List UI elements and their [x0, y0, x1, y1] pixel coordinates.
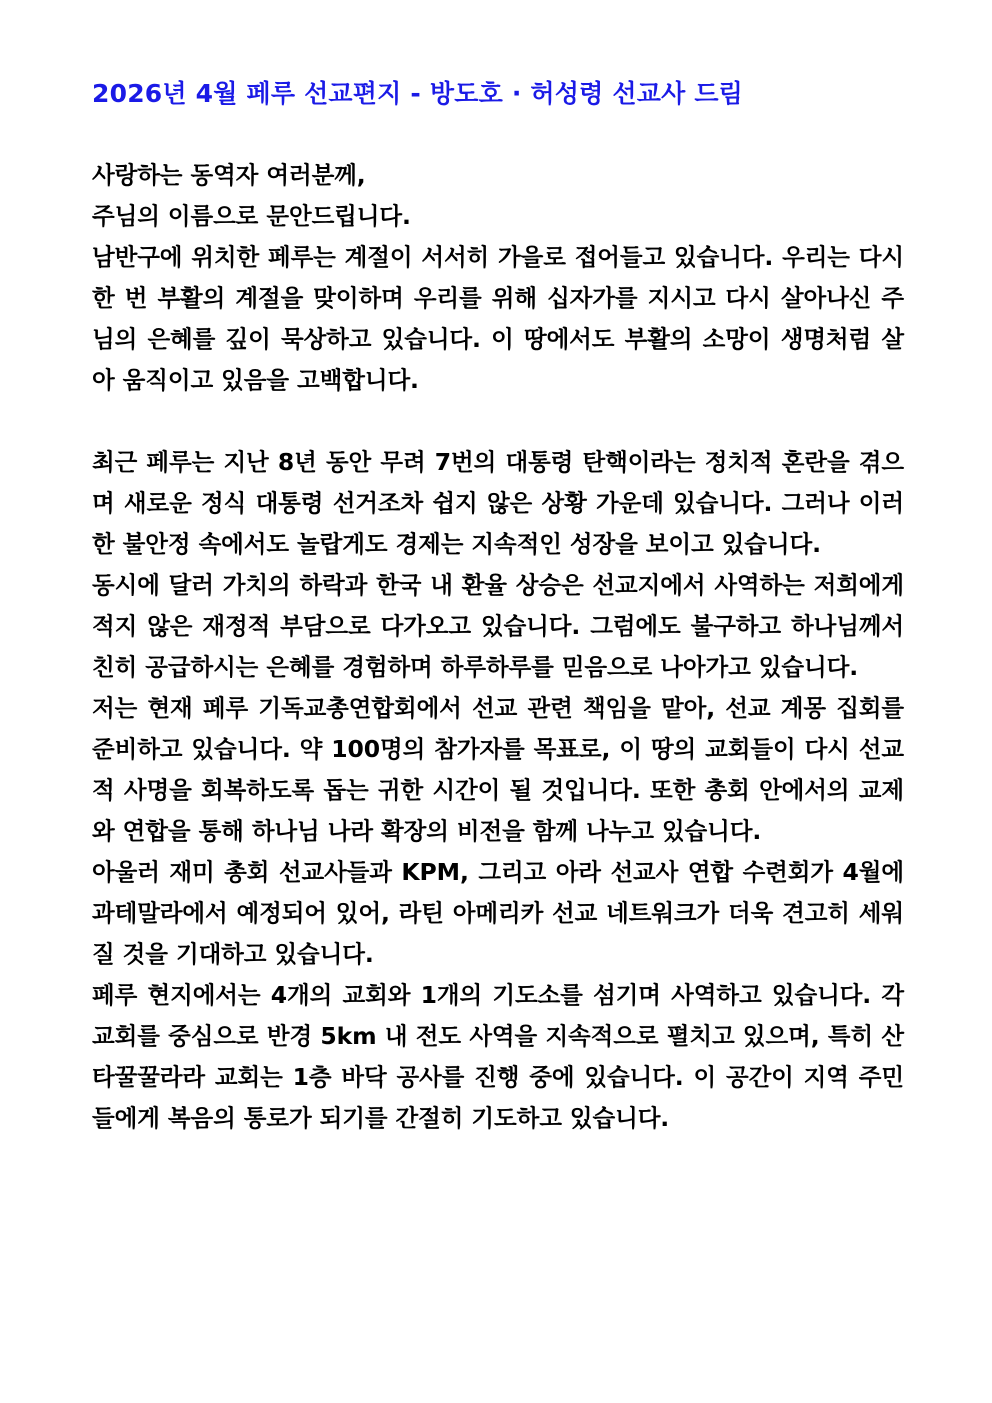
paragraph-ministry: 저는 현재 페루 기독교총연합회에서 선교 관련 책임을 맡아, 선교 계몽 집회를 준비하고 있습니다. 약 100명의 참가자를 목표로, 이 땅의 교회들이 다시 선교적 사명을 회복하도록 돕는 귀한 시간이 될 것입니다. 또한 총회 안에서의 교제와 연합을 통해 하나님 나라 확장의 비전을 함께 나누고 있습니다. — [92, 693, 904, 845]
greeting-line-2: 주님의 이름으로 문안드립니다. — [92, 201, 411, 230]
paragraph-field: 페루 현지에서는 4개의 교회와 1개의 기도소를 섬기며 사역하고 있습니다. 각 교회를 중심으로 반경 5km 내 전도 사역을 지속적으로 펼치고 있으며, 특히 산타꿀꿀라라 교회는 1층 바닥 공사를 진행 중에 있습니다. 이 공간이 지역 주민들에게 복음의 통로가 되기를 간절히 기도하고 있습니다. — [92, 980, 904, 1132]
paragraph-retreat: 아울러 재미 총회 선교사들과 KPM, 그리고 아라 선교사 연합 수련회가 4월에 과테말라에서 예정되어 있어, 라틴 아메리카 선교 네트워크가 더욱 견고히 세워질 것을 기대하고 있습니다. — [92, 857, 904, 968]
paragraph-season: 남반구에 위치한 페루는 계절이 서서히 가을로 접어들고 있습니다. 우리는 다시 한 번 부활의 계절을 맞이하며 우리를 위해 십자가를 지시고 다시 살아나신 주님의 은혜를 깊이 묵상하고 있습니다. 이 땅에서도 부활의 소망이 생명처럼 살아 움직이고 있음을 고백합니다. — [92, 242, 904, 394]
greeting-line-1: 사랑하는 동역자 여러분께, — [92, 160, 366, 189]
paragraph-finance: 동시에 달러 가치의 하락과 한국 내 환율 상승은 선교지에서 사역하는 저희에게 적지 않은 재정적 부담으로 다가오고 있습니다. 그럼에도 불구하고 하나님께서 친히 공급하시는 은혜를 경험하며 하루하루를 믿음으로 나아가고 있습니다. — [92, 570, 904, 681]
page-title: 2026년 4월 페루 선교편지 - 방도호 · 허성령 선교사 드림 — [92, 79, 744, 108]
paragraph-politics: 최근 페루는 지난 8년 동안 무려 7번의 대통령 탄핵이라는 정치적 혼란을 겪으며 새로운 정식 대통령 선거조차 쉽지 않은 상황 가운데 있습니다. 그러나 이러한 불안정 속에서도 놀랍게도 경제는 지속적인 성장을 보이고 있습니다. — [92, 447, 904, 558]
paragraph-greeting — [92, 155, 904, 237]
letter-body — [92, 155, 904, 1139]
